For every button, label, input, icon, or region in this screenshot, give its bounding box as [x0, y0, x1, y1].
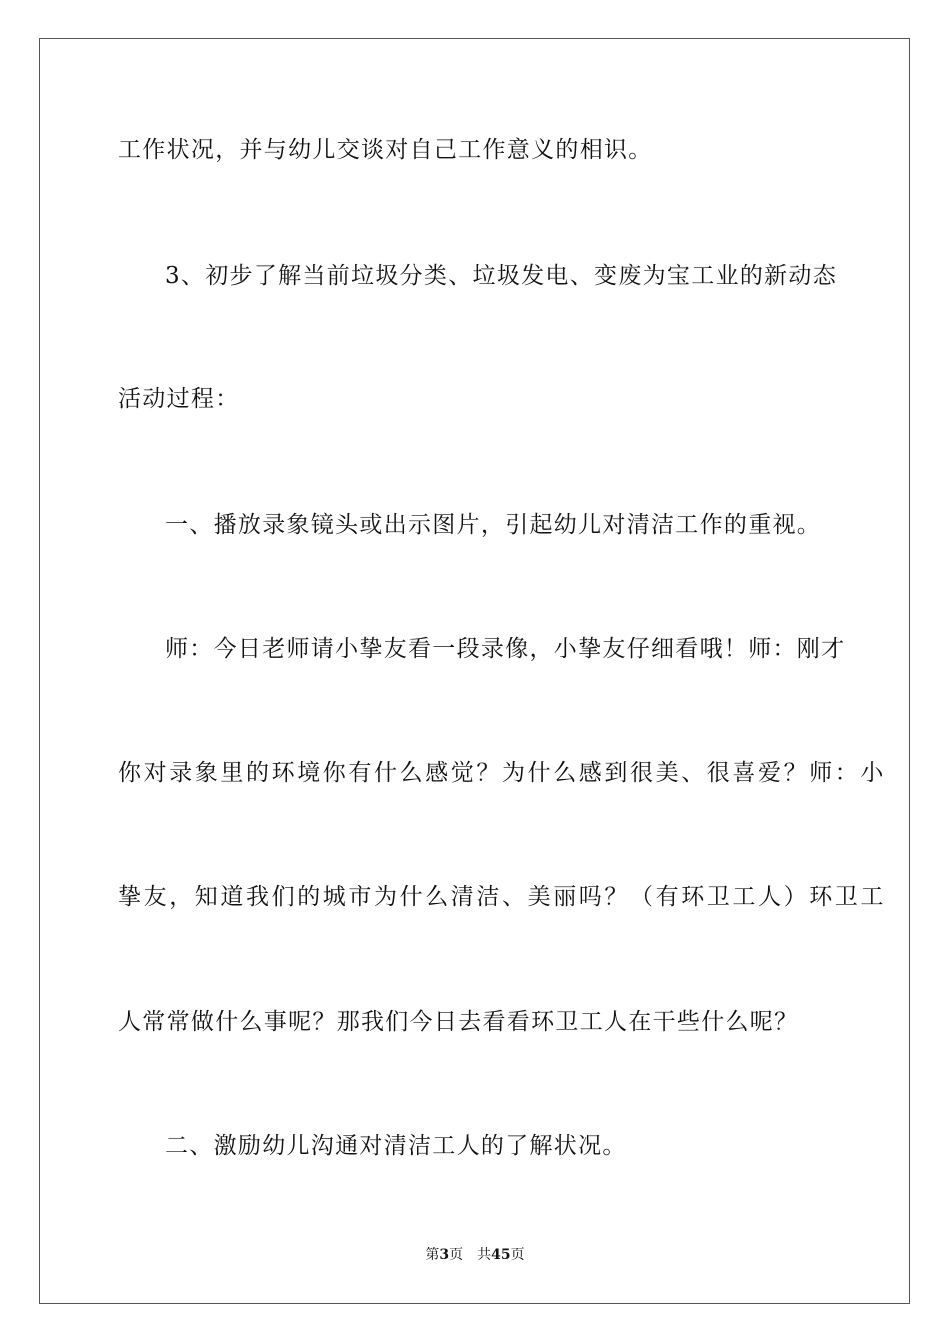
body-line-6: 你对录象里的环境你有什么感觉？为什么感到很美、很喜爱？师：小 — [118, 760, 886, 786]
body-line-4: 一、播放录象镜头或出示图片，引起幼儿对清洁工作的重视。 — [165, 512, 822, 538]
body-line-1: 工作状况，并与幼儿交谈对自己工作意义的相识。 — [118, 137, 653, 163]
body-line-9: 二、激励幼儿沟通对清洁工人的了解状况。 — [165, 1133, 627, 1159]
body-line-2: 3、初步了解当前垃圾分类、垃圾发电、变废为宝工业的新动态 — [165, 263, 838, 289]
body-line-5: 师：今日老师请小挚友看一段录像，小挚友仔细看哦！师：刚才 — [165, 636, 846, 662]
body-line-8: 人常常做什么事呢？那我们今日去看看环卫工人在干些什么呢？ — [118, 1009, 799, 1035]
total-pages: 45 — [491, 1247, 511, 1263]
total-prefix: 共 — [477, 1247, 492, 1263]
page-border — [39, 38, 910, 1304]
body-line-3: 活动过程： — [118, 386, 240, 412]
total-suffix: 页 — [510, 1247, 525, 1263]
body-line-7: 挚友，知道我们的城市为什么清洁、美丽吗？（有环卫工人）环卫工 — [118, 884, 886, 910]
page-suffix: 页 — [449, 1247, 464, 1263]
page-prefix: 第 — [425, 1247, 440, 1263]
page-number: 3 — [439, 1247, 450, 1263]
page-footer — [0, 1246, 950, 1264]
